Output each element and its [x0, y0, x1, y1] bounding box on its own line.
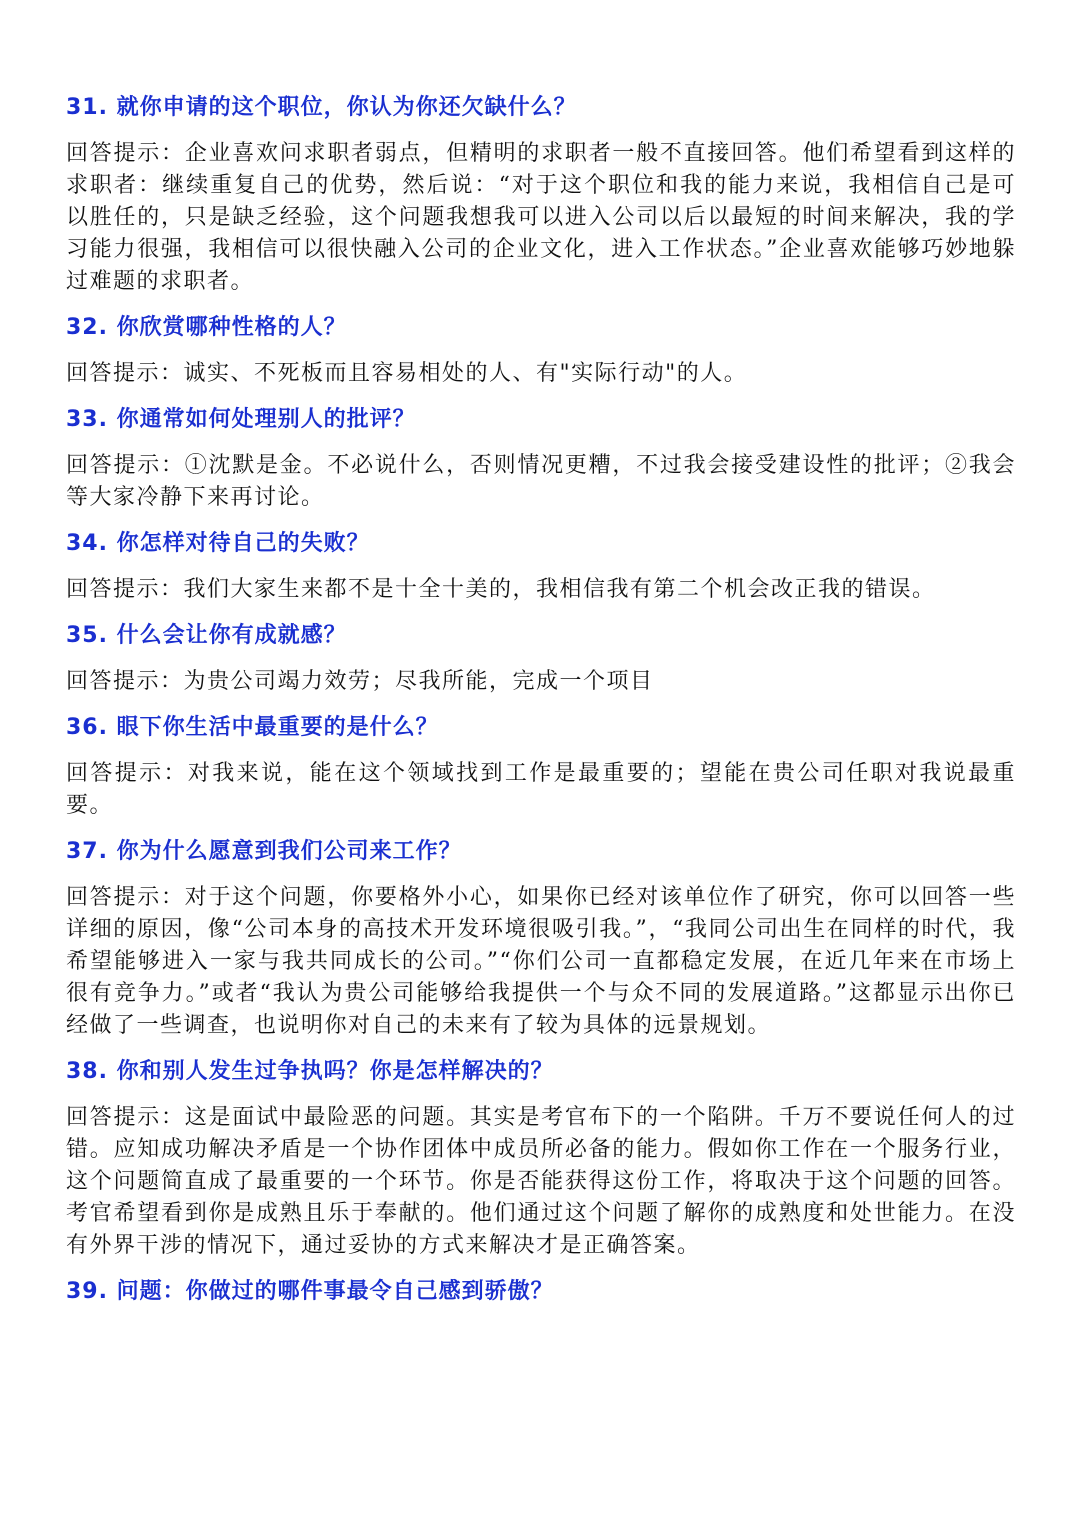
question-heading: 34. 你怎样对待自己的失败？ — [66, 531, 370, 556]
answer-paragraph: 回答提示：企业喜欢问求职者弱点，但精明的求职者一般不直接回答。他们希望看到这样的求职者：继续重复自己的优势，然后说：“对于这个职位和我的能力来说，我相信自己是可以胜任的，只是缺乏经验，这个问题我想我可以进入公司以后以最短的时间来解决，我的学习能力很强，我相信可以很快融入公司的企业文化，进入工作状态。”企业喜欢能够巧妙地躲过难题的求职者。 — [66, 141, 1016, 294]
question-heading: 32. 你欣赏哪种性格的人？ — [66, 315, 347, 340]
question-heading: 38. 你和别人发生过争执吗？你是怎样解决的？ — [66, 1059, 554, 1084]
answer-paragraph: 回答提示：对于这个问题，你要格外小心，如果你已经对该单位作了研究，你可以回答一些详细的原因，像“公司本身的高技术开发环境很吸引我。”，“我同公司出生在同样的时代，我希望能够进入一家与我共同成长的公司。”“你们公司一直都稳定发展，在近几年来在市场上很有竞争力。”或者“我认为贵公司能够给我提供一个与众不同的发展道路。”这都显示出你已经做了一些调查，也说明你对自己的未来有了较为具体的远景规划。 — [66, 885, 1016, 1038]
answer-paragraph: 回答提示：为贵公司竭力效劳；尽我所能，完成一个项目 — [66, 669, 654, 694]
qa-item-35 — [66, 620, 1016, 698]
answer-paragraph: 回答提示：我们大家生来都不是十全十美的，我相信我有第二个机会改正我的错误。 — [66, 577, 936, 602]
qa-item-36 — [66, 712, 1016, 822]
qa-item-34 — [66, 528, 1016, 606]
question-heading: 36. 眼下你生活中最重要的是什么？ — [66, 715, 439, 740]
answer-paragraph: 回答提示：这是面试中最险恶的问题。其实是考官布下的一个陷阱。千万不要说任何人的过错。应知成功解决矛盾是一个协作团体中成员所必备的能力。假如你工作在一个服务行业，这个问题简直成了最重要的一个环节。你是否能获得这份工作，将取决于这个问题的回答。考官希望看到你是成熟且乐于奉献的。他们通过这个问题了解你的成熟度和处世能力。在没有外界干涉的情况下，通过妥协的方式来解决才是正确答案。 — [66, 1105, 1016, 1258]
question-heading: 31. 就你申请的这个职位，你认为你还欠缺什么？ — [66, 95, 577, 120]
qa-item-31 — [66, 92, 1016, 298]
document-page — [66, 92, 1016, 1322]
question-heading: 39. 问题：你做过的哪件事最令自己感到骄傲？ — [66, 1279, 554, 1304]
qa-item-37 — [66, 836, 1016, 1042]
qa-item-33 — [66, 404, 1016, 514]
answer-paragraph: 回答提示：①沈默是金。不必说什么，否则情况更糟，不过我会接受建设性的批评；②我会等大家冷静下来再讨论。 — [66, 453, 1016, 510]
question-heading: 35. 什么会让你有成就感？ — [66, 623, 347, 648]
qa-item-39 — [66, 1276, 1016, 1308]
qa-item-38 — [66, 1056, 1016, 1262]
answer-paragraph: 回答提示：对我来说，能在这个领域找到工作是最重要的；望能在贵公司任职对我说最重要。 — [66, 761, 1016, 818]
question-heading: 37. 你为什么愿意到我们公司来工作？ — [66, 839, 462, 864]
question-heading: 33. 你通常如何处理别人的批评？ — [66, 407, 416, 432]
qa-item-32 — [66, 312, 1016, 390]
answer-paragraph: 回答提示：诚实、不死板而且容易相处的人、有"实际行动"的人。 — [66, 361, 748, 386]
